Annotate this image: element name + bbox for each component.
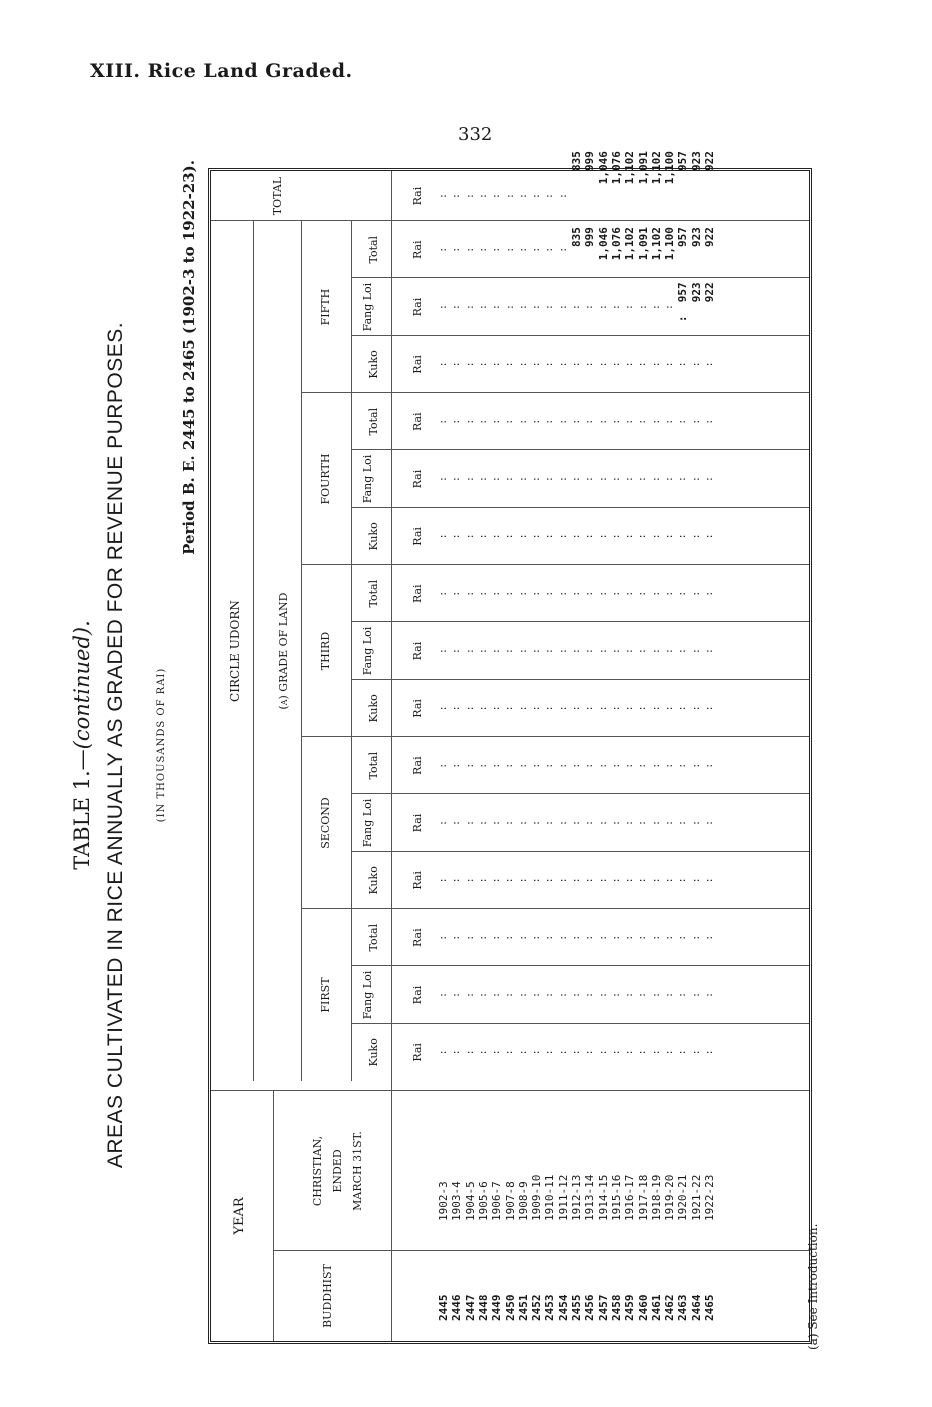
grand-total-dots: : (464, 193, 476, 200)
fifth-total-dots: : (438, 246, 449, 253)
period-line: Period B. E. 2445 to 2465 (1902-3 to 1922-23). (180, 160, 198, 555)
buddhist-year-19: 2464 (689, 1294, 703, 1321)
empty-column-8: : : : : : : : : : : : : : : : : : : : : : (438, 590, 715, 597)
christian-header-1: CHRISTIAN, (311, 1135, 324, 1207)
fifth-total-dots: : (504, 246, 516, 253)
buddhist-year-1: 2446 (450, 1294, 464, 1321)
christian-year-1: 1903-4 (450, 1181, 464, 1221)
empty-column-2: : : : : : : : : : : : : : : : : : : : : : (438, 934, 715, 941)
fifth-total-14: 1,102 (623, 227, 637, 261)
fifth-fangloi-dots: : (491, 304, 503, 311)
fifth-fangloi-dots: : (571, 304, 582, 311)
page-number: 332 (458, 124, 493, 145)
buddhist-header: BUDDHIST (321, 1264, 334, 1328)
fifth-fangloi-20: 922 (703, 282, 716, 303)
grade-0-sub-1: Fang Loi (361, 970, 374, 1020)
unit-label: Rai (411, 584, 424, 604)
christian-year-2: 1904-5 (463, 1181, 477, 1221)
grand-total-dots: : (451, 193, 463, 200)
christian-year-18: 1920-21 (676, 1174, 690, 1221)
christian-year-9: 1911-12 (556, 1174, 570, 1221)
grade-3-sub-0: Kuko (367, 522, 380, 551)
buddhist-year-14: 2459 (623, 1294, 637, 1321)
buddhist-year-11: 2456 (583, 1294, 597, 1321)
christian-year-7: 1909-10 (530, 1174, 544, 1221)
buddhist-year-6: 2451 (516, 1294, 530, 1321)
grade-4-sub-0: Kuko (367, 350, 380, 379)
christian-year-17: 1919-20 (663, 1174, 677, 1221)
grand-total-dots: : (517, 193, 529, 200)
fifth-total-dots: : (531, 246, 543, 253)
fifth-total-11: 999 (583, 227, 597, 247)
christian-year-4: 1906-7 (490, 1181, 504, 1221)
fifth-fangloi-dots: : (650, 304, 662, 311)
fifth-fangloi-dots: : (610, 304, 622, 311)
unit-label: Rai (411, 1043, 424, 1062)
buddhist-year-12: 2457 (596, 1294, 610, 1321)
buddhist-year-10: 2455 (570, 1294, 583, 1321)
christian-year-14: 1916-17 (623, 1174, 637, 1221)
unit-label: Rai (411, 756, 424, 776)
rule (351, 221, 352, 1081)
empty-column-10: : : : : : : : : : : : : : : : : : : : : : (438, 476, 715, 483)
buddhist-year-16: 2461 (649, 1294, 663, 1321)
unit-label: Rai (411, 186, 424, 206)
grade-header: (a) GRADE OF LAND (277, 592, 290, 710)
table-title-prefix: TABLE 1.— (70, 749, 94, 870)
fifth-fangloi-dots: : (477, 304, 489, 311)
fifth-total-13: 1,076 (609, 227, 623, 261)
grand-total-dots: : (504, 193, 516, 200)
buddhist-year-8: 2453 (543, 1294, 557, 1321)
footnote: (a) See Introduction. (806, 1223, 820, 1350)
grand-total-dots: : (438, 193, 449, 200)
rotated-table-page (70, 151, 830, 1350)
christian-year-13: 1915-16 (609, 1174, 623, 1221)
unit-label: Rai (411, 699, 424, 718)
grade-4-header: FIFTH (319, 288, 332, 326)
grade-0-sub-0: Kuko (367, 1038, 380, 1067)
unit-label: Rai (411, 871, 424, 890)
fifth-fangloi-dots: : (624, 304, 636, 311)
empty-column-0: : : : : : : : : : : : : : : : : : : : : : (438, 1049, 715, 1056)
grade-1-sub-0: Kuko (367, 866, 380, 895)
unit-label: Rai (411, 240, 424, 260)
fifth-fangloi-dots: : (664, 304, 676, 311)
grand-total-13: 1,076 (609, 151, 623, 185)
fifth-fangloi-dots: : (451, 304, 463, 311)
grand-total-20: 922 (703, 151, 716, 171)
grade-2-sub-1: Fang Loi (361, 626, 374, 676)
grade-1-sub-1: Fang Loi (361, 798, 374, 848)
buddhist-year-13: 2458 (609, 1294, 623, 1321)
unit-label: Rai (411, 813, 424, 833)
unit-label: Rai (411, 412, 424, 432)
fifth-fangloi-dots: : (557, 304, 569, 311)
buddhist-year-0: 2445 (437, 1294, 450, 1321)
christian-year-12: 1914-15 (596, 1174, 610, 1221)
buddhist-year-9: 2454 (556, 1294, 570, 1321)
christian-header-2: ENDED (331, 1149, 344, 1193)
grade-4-sub-1: Fang Loi (361, 282, 374, 332)
grade-2-header: THIRD (319, 631, 332, 671)
fifth-fangloi-dots: : (597, 304, 609, 311)
rule (273, 1091, 274, 1341)
fifth-fangloi-dots: : (464, 304, 476, 311)
christian-year-0: 1902-3 (437, 1181, 450, 1221)
buddhist-year-18: 2463 (676, 1294, 690, 1321)
grand-total-dots: : (557, 193, 569, 200)
empty-column-4: : : : : : : : : : : : : : : : : : : : : : (438, 820, 715, 827)
fifth-total-dots: : (517, 246, 529, 253)
grand-total-11: 999 (583, 151, 597, 171)
circle-header: CIRCLE UDORN (228, 600, 242, 702)
grand-total-18: 957 (676, 151, 690, 171)
fifth-total-16: 1,102 (649, 227, 663, 261)
grand-total-dots: : (531, 193, 543, 200)
empty-column-5: : : : : : : : : : : : : : : : : : : : : : (438, 762, 715, 769)
christian-year-11: 1913-14 (583, 1174, 597, 1221)
christian-year-20: 1922-23 (703, 1174, 716, 1221)
grade-4-sub-2: Total (367, 235, 380, 264)
grade-1-sub-2: Total (367, 751, 380, 780)
christian-year-19: 1921-22 (689, 1174, 703, 1221)
unit-label: Rai (411, 985, 424, 1005)
year-header: YEAR (232, 1197, 247, 1235)
unit-label: Rai (411, 355, 424, 374)
fifth-fangloi-18: : 957 (676, 282, 690, 323)
grand-total-19: 923 (689, 151, 703, 171)
empty-column-11: : : : : : : : : : : : : : : : : : : : : : (438, 418, 715, 425)
fifth-total-10: 835 (570, 227, 583, 247)
fifth-kuko-dots: : : : : : : : : : : : : : : : : : : : : : (438, 361, 715, 368)
fifth-fangloi-dots: : (584, 304, 596, 311)
christian-year-3: 1905-6 (476, 1181, 490, 1221)
buddhist-year-15: 2460 (636, 1294, 650, 1321)
fifth-total-15: 1,091 (636, 227, 650, 261)
fifth-fangloi-19: 923 (689, 282, 703, 303)
table-title (70, 160, 94, 1330)
rule (391, 171, 392, 1341)
grade-2-sub-0: Kuko (367, 694, 380, 723)
grade-3-header: FOURTH (319, 453, 332, 505)
buddhist-year-2: 2447 (463, 1294, 477, 1321)
empty-column-6: : : : : : : : : : : : : : : : : : : : : : (438, 705, 715, 712)
grand-total-17: 1,100 (663, 151, 677, 185)
rule (211, 1090, 809, 1091)
unit-label: Rai (411, 469, 424, 489)
fifth-total-18: 957 (676, 227, 690, 247)
buddhist-year-7: 2452 (530, 1294, 544, 1321)
christian-year-8: 1910-11 (543, 1174, 557, 1221)
data-table (208, 151, 812, 1344)
fifth-total-dots: : (464, 246, 476, 253)
grade-0-header: FIRST (319, 977, 332, 1013)
units-note: (IN THOUSANDS OF RAI) (156, 667, 167, 823)
grand-total-15: 1,091 (636, 151, 650, 185)
buddhist-year-5: 2450 (503, 1294, 517, 1321)
grade-1-header: SECOND (319, 797, 332, 849)
fifth-fangloi-dots: : (637, 304, 649, 311)
christian-year-10: 1912-13 (570, 1174, 583, 1221)
fifth-total-20: 922 (703, 227, 716, 247)
christian-year-15: 1917-18 (636, 1174, 650, 1221)
fifth-fangloi-dots: : (504, 304, 516, 311)
grand-total-dots: : (544, 193, 556, 200)
grand-total-12: 1,046 (596, 151, 610, 185)
fifth-fangloi-dots: : (531, 304, 543, 311)
fifth-fangloi-dots: : (517, 304, 529, 311)
empty-column-7: : : : : : : : : : : : : : : : : : : : : : (438, 648, 715, 655)
grade-3-sub-1: Fang Loi (361, 454, 374, 504)
rule (253, 221, 254, 1081)
buddhist-year-4: 2449 (490, 1294, 504, 1321)
fifth-total-12: 1,046 (596, 227, 610, 261)
fifth-total-19: 923 (689, 227, 703, 247)
fifth-total-dots: : (557, 246, 569, 253)
grade-2-sub-2: Total (367, 579, 380, 608)
table-subtitle: AREAS CULTIVATED IN RICE ANNUALLY AS GRADED FOR REVENUE PURPOSES. (104, 321, 127, 1169)
grade-3-sub-2: Total (367, 407, 380, 436)
christian-year-5: 1907-8 (503, 1181, 517, 1221)
total-header: TOTAL (271, 176, 284, 216)
table-title-continued: (continued). (70, 620, 94, 750)
buddhist-year-17: 2462 (663, 1294, 677, 1321)
unit-label: Rai (411, 527, 424, 546)
section-header: XIII. Rice Land Graded. (90, 60, 353, 82)
rule (301, 221, 302, 1081)
fifth-fangloi-dots: : (544, 304, 556, 311)
fifth-total-dots: : (491, 246, 503, 253)
unit-label: Rai (411, 928, 424, 947)
buddhist-year-20: 2465 (703, 1294, 716, 1321)
empty-column-3: : : : : : : : : : : : : : : : : : : : : : (438, 877, 715, 884)
grade-0-sub-2: Total (367, 923, 380, 952)
christian-header-3: MARCH 31ST. (351, 1131, 364, 1211)
fifth-total-17: 1,100 (663, 227, 677, 261)
grand-total-14: 1,102 (623, 151, 637, 185)
fifth-total-dots: : (451, 246, 463, 253)
unit-label: Rai (411, 297, 424, 317)
fifth-total-dots: : (544, 246, 556, 253)
empty-column-9: : : : : : : : : : : : : : : : : : : : : : (438, 533, 715, 540)
buddhist-year-3: 2448 (476, 1294, 490, 1321)
grand-total-dots: : (491, 193, 503, 200)
empty-column-1: : : : : : : : : : : : : : : : : : : : : : (438, 992, 715, 999)
grand-total-10: 835 (570, 151, 583, 171)
christian-year-16: 1918-19 (649, 1174, 663, 1221)
grand-total-16: 1,102 (649, 151, 663, 185)
grand-total-dots: : (477, 193, 489, 200)
fifth-fangloi-dots: : (438, 304, 449, 311)
fifth-total-dots: : (477, 246, 489, 253)
unit-label: Rai (411, 641, 424, 661)
christian-year-6: 1908-9 (516, 1181, 530, 1221)
